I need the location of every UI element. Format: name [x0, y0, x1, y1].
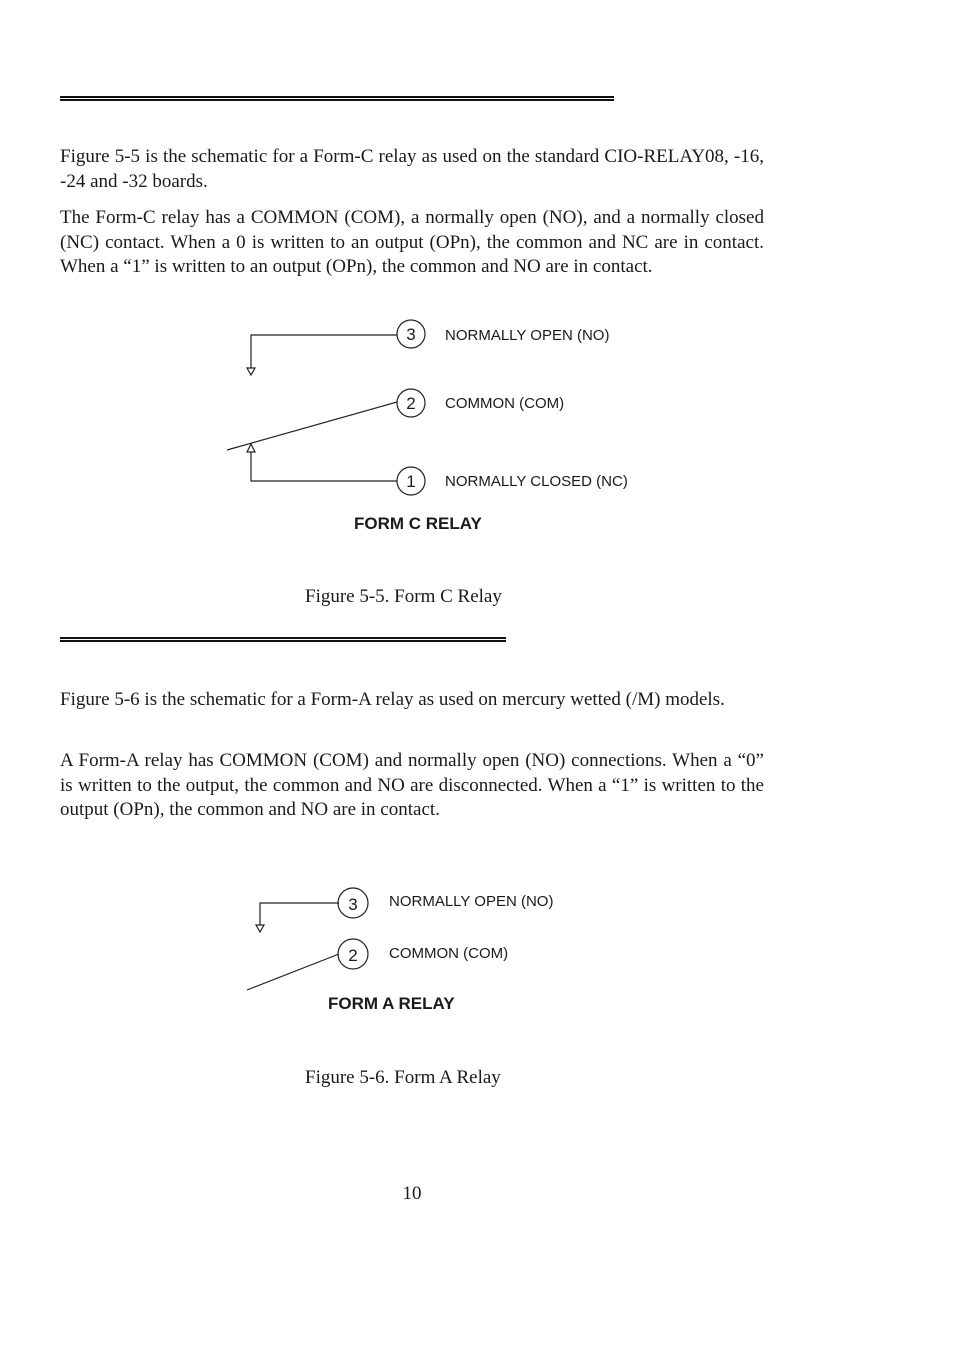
pin-1-number: 1	[406, 472, 416, 491]
pin-2-number: 2	[348, 946, 358, 965]
no-contact-arrow	[256, 925, 264, 932]
page-number: 10	[402, 1183, 422, 1204]
pin-2-label: COMMON (COM)	[445, 395, 565, 412]
pin-1-label: NORMALLY CLOSED (NC)	[445, 473, 628, 490]
paragraph-form-a-description: A Form-A relay has COMMON (COM) and normally open (NO) connections. When a “0” is written to the output, the common and NO are disconnected. When a “1” is written to the output (OPn), the common and NO are in contact.	[60, 750, 764, 820]
no-contact-line	[260, 903, 339, 925]
paragraph-form-c-description: The Form-C relay has a COMMON (COM), a normally open (NO), and a normally closed (NC) contact. When a 0 is written to an output (OPn), the common and NC are in contact. When a “1” is written to an output (OPn), the common and NO are in contact.	[60, 207, 764, 277]
paragraph-intro-form-a: Figure 5-6 is the schematic for a Form-A relay as used on mercury wetted (/M) models.	[60, 689, 725, 710]
common-arm-line	[247, 954, 339, 990]
pin-2-number: 2	[406, 394, 416, 413]
pin-2-label: COMMON (COM)	[389, 945, 509, 962]
paragraph-intro-form-c: Figure 5-5 is the schematic for a Form-C relay as used on the standard CIO-RELAY08, -16, -24 and -32 boards.	[60, 146, 764, 192]
pin-3-number: 3	[348, 895, 358, 914]
diagram-title-form-a: FORM A RELAY	[328, 994, 455, 1013]
pin-3-number: 3	[406, 325, 416, 344]
pin-3-label: NORMALLY OPEN (NO)	[389, 893, 554, 910]
figure-caption-5-6: Figure 5-6. Form A Relay	[305, 1067, 501, 1088]
pin-3-label: NORMALLY OPEN (NO)	[445, 327, 610, 344]
diagram-title-form-c: FORM C RELAY	[354, 514, 482, 533]
figure-caption-5-5: Figure 5-5. Form C Relay	[305, 586, 502, 607]
